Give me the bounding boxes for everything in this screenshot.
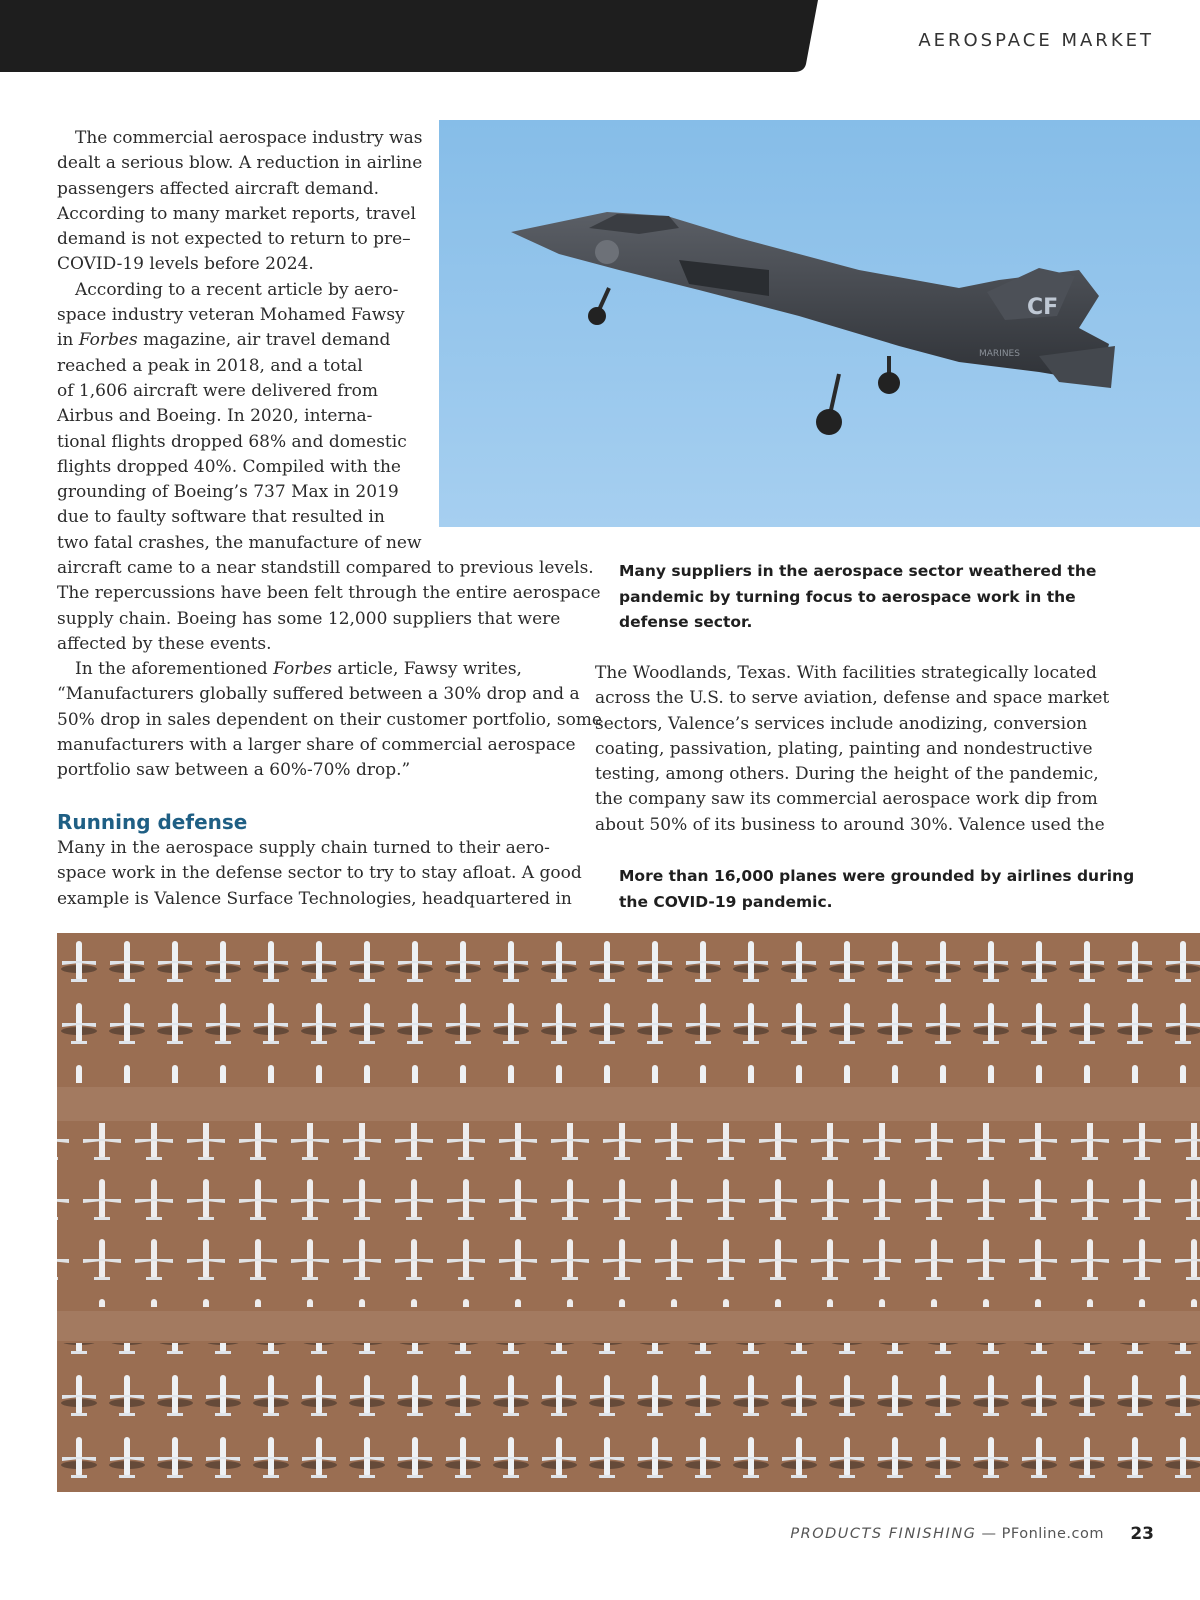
footer-separator: — [976, 1526, 1002, 1542]
text-line: space industry veteran Mohamed Fawsy [57, 305, 405, 326]
text-line: testing, among others. During the height of the pandemic, [595, 764, 1099, 785]
caption-line: the COVID-19 pandemic. [619, 892, 833, 911]
text-line: two fatal crashes, the manufacture of new [57, 532, 422, 553]
text-line: the company saw its commercial aerospace work dip from [595, 789, 1098, 810]
text-line: of 1,606 aircraft were delivered from [57, 380, 378, 401]
fighter-jet-photo [439, 120, 1200, 527]
text-line: tional flights dropped 68% and domestic [57, 431, 407, 452]
text-line: “Manufacturers globally suffered between a 30% drop and a [57, 684, 580, 705]
article-col1-top [57, 126, 422, 556]
footer-site: PFonline.com [1001, 1526, 1104, 1542]
text-line: flights dropped 40%. Compiled with the [57, 456, 401, 477]
text-line: supply chain. Boeing has some 12,000 suppliers that were [57, 608, 561, 629]
article-col2 [595, 661, 1109, 838]
text-line: The Woodlands, Texas. With facilities strategically located [595, 663, 1097, 683]
text-line: According to many market reports, travel [57, 203, 416, 224]
article-col1-wide [57, 556, 602, 784]
text-line: Many in the aerospace supply chain turned to their aero- [57, 838, 550, 858]
text-line: sectors, Valence’s services include anodizing, conversion [595, 713, 1088, 734]
aircraft-boneyard-photo [57, 933, 1200, 1492]
publication-name: Forbes [273, 659, 332, 680]
text-line: The repercussions have been felt through the entire aerospace [57, 583, 601, 604]
text-line: portfolio saw between a 60%-70% drop.” [57, 760, 411, 781]
caption-line: defense sector. [619, 613, 753, 631]
text-line: In the aforementioned Forbes article, Fawsy writes, [75, 659, 522, 680]
caption-boneyard [619, 864, 1134, 915]
text-line: example is Valence Surface Technologies, headquartered in [57, 888, 572, 909]
text-line: passengers affected aircraft demand. [57, 178, 380, 199]
text-line: COVID-19 levels before 2024. [57, 254, 314, 275]
text-line: across the U.S. to serve aviation, defense and space market [595, 688, 1110, 709]
text-line: affected by these events. [57, 633, 272, 654]
text-line: grounding of Boeing’s 737 Max in 2019 [57, 482, 399, 503]
text-line: coating, passivation, plating, painting and nondestructive [595, 738, 1093, 759]
text-line: manufacturers with a larger share of commercial aerospace [57, 735, 576, 756]
text-line: Airbus and Boeing. In 2020, interna- [57, 406, 373, 427]
subhead-running-defense: Running defense [57, 810, 248, 834]
text-line: aircraft came to a near standstill compared to previous levels. [57, 558, 594, 578]
jet-side-text: MARINES [979, 349, 1020, 359]
publication-name: Forbes [78, 330, 138, 351]
page-number: 23 [1130, 1524, 1154, 1544]
text-line: reached a peak in 2018, and a total [57, 355, 363, 376]
caption-jet [619, 559, 1096, 636]
footer-credit [790, 1526, 1104, 1542]
caption-line: Many suppliers in the aerospace sector weathered the [619, 562, 1097, 580]
text-line: space work in the defense sector to try to stay afloat. A good [57, 863, 582, 884]
text-line: in Forbes magazine, air travel demand [57, 330, 391, 351]
article-col1-defense [57, 836, 582, 912]
text-line: dealt a serious blow. A reduction in airline [57, 153, 423, 174]
text-line: due to faulty software that resulted in [57, 507, 385, 528]
caption-line: pandemic by turning focus to aerospace work in the [619, 587, 1076, 606]
caption-line: More than 16,000 planes were grounded by airlines during [619, 867, 1135, 885]
text-line: about 50% of its business to around 30%. Valence used the [595, 814, 1105, 835]
text-line: demand is not expected to return to pre– [57, 229, 411, 250]
section-label: AEROSPACE MARKET [918, 30, 1154, 51]
text-line: According to a recent article by aero- [75, 279, 399, 300]
footer-magazine: PRODUCTS FINISHING [790, 1526, 977, 1542]
jet-tail-code: CF [1027, 295, 1059, 320]
text-line: 50% drop in sales dependent on their customer portfolio, some [57, 709, 602, 730]
text-line: The commercial aerospace industry was [75, 128, 423, 148]
